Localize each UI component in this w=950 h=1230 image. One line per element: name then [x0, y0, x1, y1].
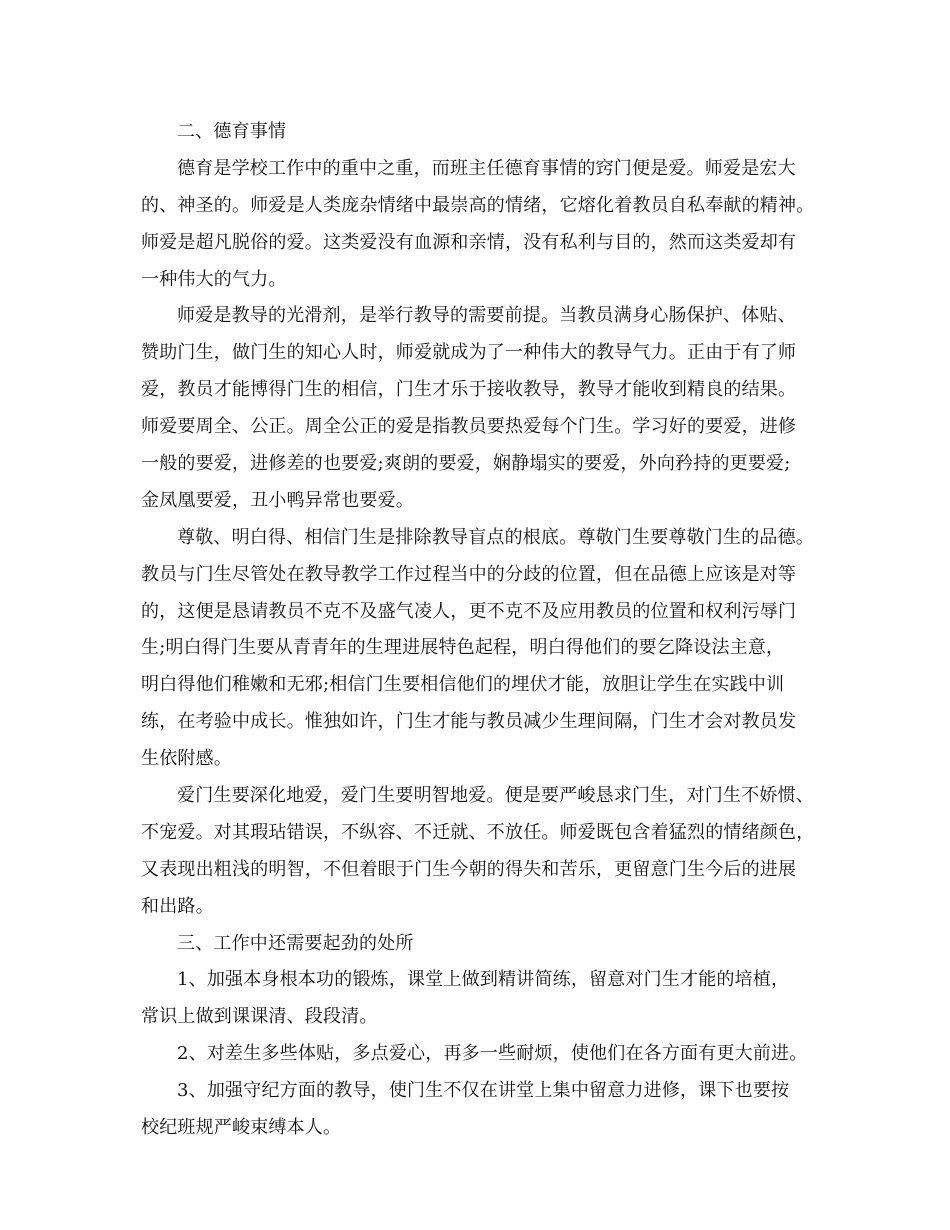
text-line: 师爱是超凡脱俗的爱。这类爱没有血源和亲情，没有私利与目的，然而这类爱却有	[141, 231, 797, 253]
text-line: 二、德育事情	[177, 121, 287, 142]
text-line: 又表现出粗浅的明智，不但着眼于门生今朝的得失和苦乐，更留意门生今后的进展	[141, 858, 797, 880]
text-line: 赞助门生，做门生的知心人时，师爱就成为了一种伟大的教导气力。正由于有了师	[141, 342, 797, 364]
text-line: 的、神圣的。师爱是人类庞杂情绪中最崇高的情绪，它熔化着教员自私奉献的精神。	[141, 194, 815, 216]
text-line: 三、工作中还需要起劲的处所	[177, 932, 414, 954]
text-line: 3、加强守纪方面的教导，使门生不仅在讲堂上集中留意力进修，课下也要按	[177, 1080, 790, 1102]
text-line: 金凤凰要爱，丑小鸭异常也要爱。	[141, 489, 414, 511]
text-line: 一般的要爱，进修差的也要爱;爽朗的要爱，娴静塌实的要爱，外向矜持的更要爱;	[141, 453, 791, 475]
text-line: 练，在考验中成长。惟独如许，门生才能与教员减少生理间隔，门生才会对教员发	[141, 711, 797, 733]
text-line: 校纪班规严峻束缚本人。	[141, 1117, 342, 1139]
text-line: 爱，教员才能博得门生的相信，门生才乐于接收教导，教导才能收到精良的结果。	[141, 379, 797, 401]
text-line: 生;明白得门生要从青青年的生理进展特色起程，明白得他们的要乞降设法主意，	[141, 637, 785, 659]
text-line: 爱门生要深化地爱，爱门生要明智地爱。便是要严峻恳求门生，对门生不娇惯、	[177, 785, 814, 807]
text-line: 和出路。	[141, 895, 214, 917]
text-line: 不宠爱。对其瑕玷错误，不纵容、不迁就、不放任。师爱既包含着猛烈的情绪颜色，	[141, 821, 815, 843]
text-line: 教员与门生尽管处在教导教学工作过程当中的分歧的位置，但在品德上应该是对等	[141, 563, 797, 585]
text-line: 明白得他们稚嫩和无邪;相信门生要相信他们的埋伏才能，放胆让学生在实践中训	[141, 674, 785, 696]
text-line: 生依附感。	[141, 748, 232, 770]
text-line: 德育是学校工作中的重中之重，而班主任德育事情的窍门便是爱。师爱是宏大	[177, 157, 796, 179]
text-line: 2、对差生多些体贴，多点爱心，再多一些耐烦，使他们在各方面有更大前进。	[177, 1043, 808, 1065]
text-line: 一种伟大的气力。	[141, 268, 287, 290]
text-line: 常识上做到课课清、段段清。	[141, 1006, 378, 1028]
text-line: 师爱是教导的光滑剂，是举行教导的需要前提。当教员满身心肠保护、体贴、	[177, 305, 796, 327]
text-line: 师爱要周全、公正。周全公正的爱是指教员要热爱每个门生。学习好的要爱，进修	[141, 416, 797, 438]
text-line: 的，这便是恳请教员不克不及盛气凌人，更不克不及应用教员的位置和权利污辱门	[141, 600, 797, 622]
text-line: 尊敬、明白得、相信门生是排除教导盲点的根底。尊敬门生要尊敬门生的品德。	[177, 526, 814, 548]
text-line: 1、加强本身根本功的锻炼，课堂上做到精讲简练，留意对门生才能的培植，	[177, 969, 790, 991]
document-body	[141, 114, 821, 1147]
